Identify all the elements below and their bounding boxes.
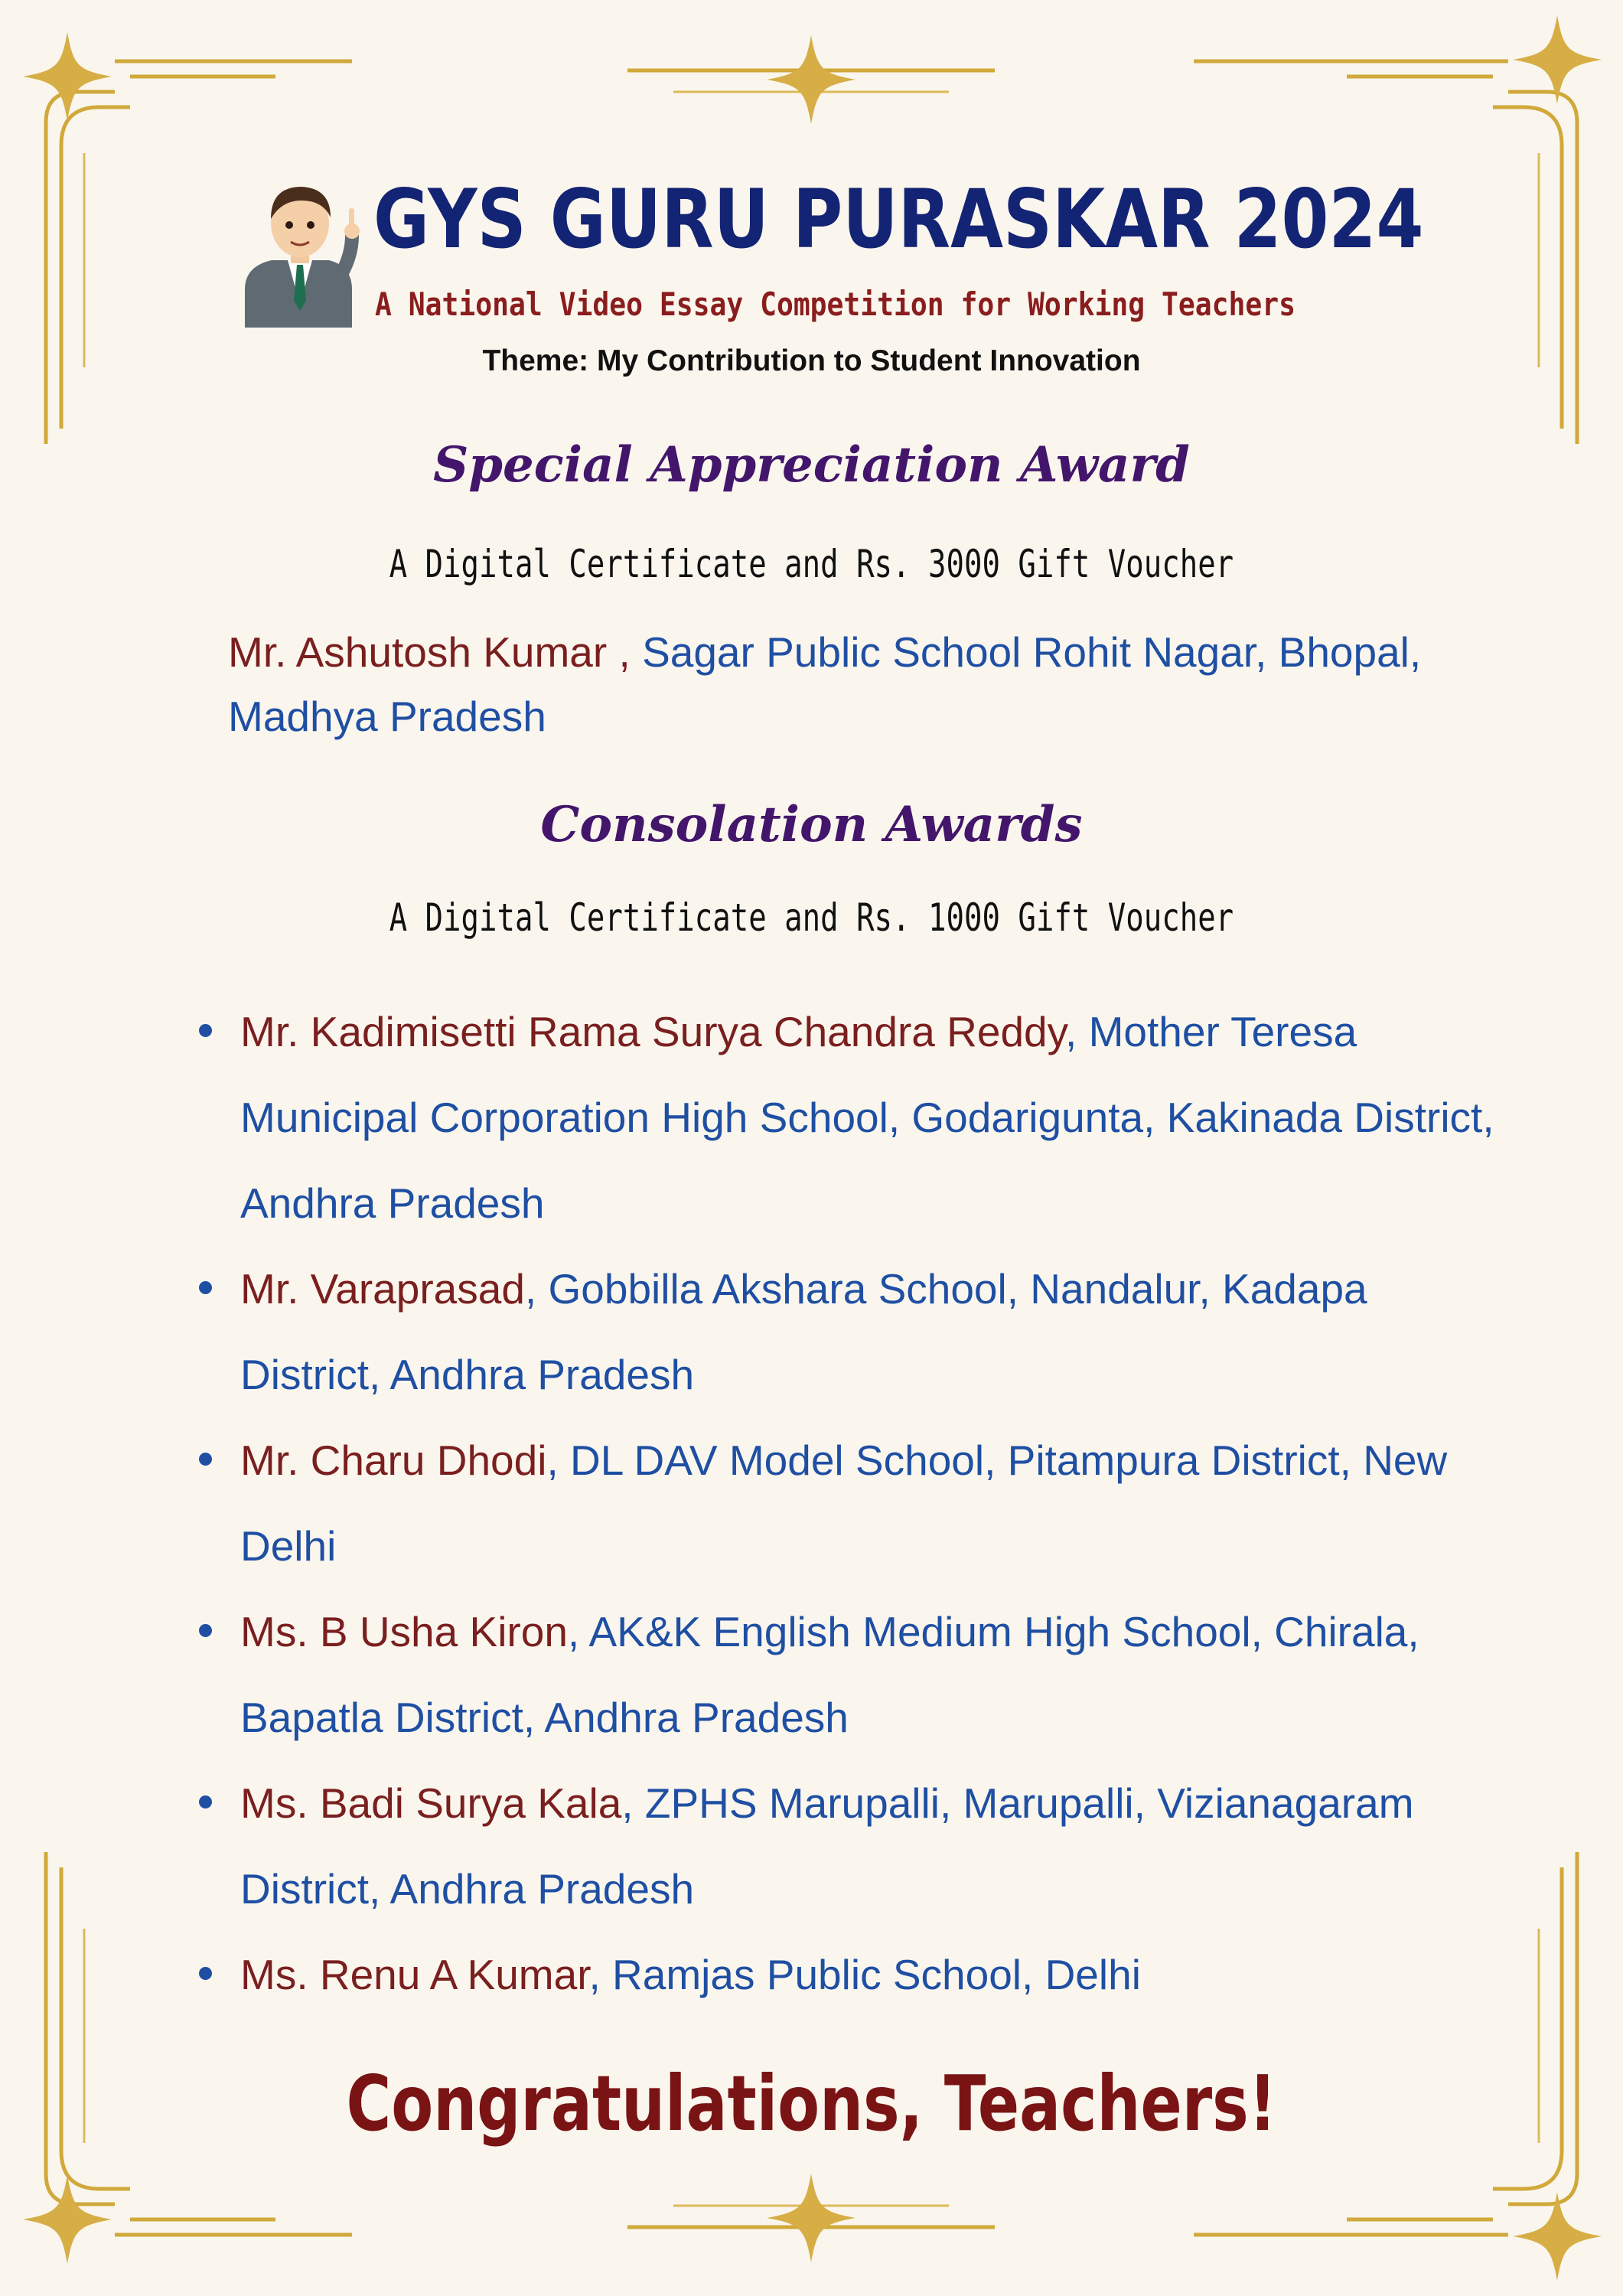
top-center-ornament: [627, 35, 995, 124]
list-item: [184, 1417, 1500, 1589]
winner-name: Ms. Badi Surya Kala: [240, 1779, 622, 1827]
bullet-icon: [199, 1453, 212, 1466]
bullet-icon: [199, 1024, 212, 1037]
subtitle: A National Video Essay Competition for Working Teachers: [375, 285, 1295, 323]
winner-name: Mr. Ashutosh Kumar ,: [228, 628, 631, 676]
bullet-icon: [199, 1281, 212, 1294]
theme-text: Theme: My Contribution to Student Innovation: [482, 344, 1141, 377]
congratulations-message: Congratulations, Teachers!: [346, 2059, 1277, 2148]
bullet-icon: [199, 1967, 212, 1980]
consolation-winner-list: [184, 989, 1500, 2017]
winner-school: , Mother Teresa Municipal Corporation High School, Godarigunta, Kakinada District, Andhra Pradesh: [240, 1008, 1494, 1227]
winner-school: , Ramjas Public School, Delhi: [588, 1951, 1141, 1998]
list-item: [184, 989, 1500, 1246]
winner-school: , Gobbilla Akshara School, Nandalur, Kadapa District, Andhra Pradesh: [240, 1265, 1367, 1398]
sparkle-star-icon: [767, 2174, 855, 2262]
list-item: [184, 1589, 1500, 1760]
special-award-winner: [228, 620, 1422, 748]
bottom-center-ornament: [627, 2174, 995, 2262]
teacher-mascot-icon: [237, 174, 363, 328]
winner-school: , ZPHS Marupalli, Marupalli, Vizianagaram District, Andhra Pradesh: [240, 1779, 1414, 1913]
consolation-award-title: Consolation Awards: [540, 796, 1083, 853]
header: [237, 172, 1424, 343]
bullet-icon: [199, 1795, 212, 1808]
winner-name: Mr. Varaprasad: [240, 1265, 525, 1313]
list-item: [184, 1932, 1500, 2017]
winner-name: Ms. B Usha Kiron: [240, 1608, 568, 1655]
winner-school: , DL DAV Model School, Pitampura District, New Delhi: [240, 1437, 1448, 1570]
list-item: [184, 1760, 1500, 1932]
main-title: GYS GURU PURASKAR 2024: [373, 172, 1424, 266]
winner-school: Sagar Public School Rohit Nagar, Bhopal, Madhya Pradesh: [228, 628, 1422, 740]
special-award-title: Special Appreciation Award: [433, 436, 1190, 494]
bullet-icon: [199, 1624, 212, 1637]
sparkle-star-icon: [767, 35, 855, 124]
special-award-prize: A Digital Certificate and Rs. 3000 Gift Voucher: [389, 542, 1234, 586]
consolation-award-prize: A Digital Certificate and Rs. 1000 Gift Voucher: [389, 895, 1234, 940]
winner-name: Mr. Charu Dhodi: [240, 1437, 547, 1484]
list-item: [184, 1246, 1500, 1417]
winner-name: Ms. Renu A Kumar: [240, 1951, 589, 1998]
winner-school: , AK&K English Medium High School, Chirala, Bapatla District, Andhra Pradesh: [240, 1608, 1419, 1741]
winner-name: Mr. Kadimisetti Rama Surya Chandra Reddy: [240, 1008, 1066, 1055]
